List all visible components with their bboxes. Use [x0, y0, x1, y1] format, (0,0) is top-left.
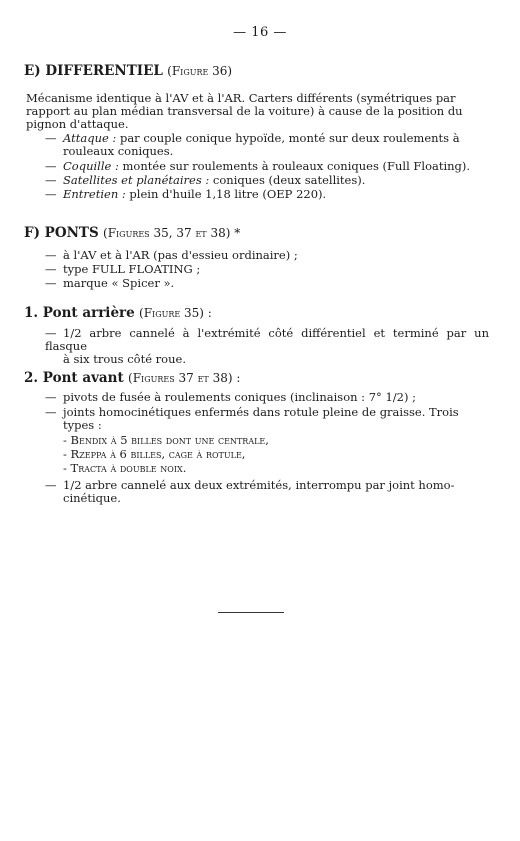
list-item [45, 277, 489, 290]
list-item [45, 391, 489, 404]
heading-differentiel [24, 63, 232, 79]
list-item [45, 263, 489, 276]
sub-item-rzeppa: - Rzeppa à 6 billes, cage à rotule, [63, 447, 246, 461]
dash: — [45, 478, 57, 492]
sub-item-bendix: - Bendix à 5 billes dont une centrale, [63, 433, 269, 447]
item-text: type FULL FLOATING ; [63, 262, 201, 276]
item-continuation: rouleaux coniques. [63, 144, 174, 158]
dash: — [45, 173, 57, 187]
item-text: joints homocinétiques enfermés dans rotule pleine de graisse. Trois [63, 405, 459, 419]
intro-paragraph [26, 92, 490, 131]
item-text: coniques (deux satellites). [209, 173, 366, 187]
heading-ponts [24, 225, 240, 241]
figure-reference: (Figures 37 et 38) : [128, 371, 241, 385]
heading-title: E) DIFFERENTIEL [24, 63, 163, 79]
item-text: 1/2 arbre cannelé aux deux extrémités, interrompu par joint homo- [63, 478, 455, 492]
dash: — [45, 262, 57, 276]
heading-title: 1. Pont arrière [24, 305, 135, 321]
figure-reference: (Figure 35) : [139, 306, 212, 320]
item-text: plein d'huile 1,18 litre (OEP 220). [125, 187, 327, 201]
list-item [45, 249, 489, 262]
heading-title: 2. Pont avant [24, 370, 124, 386]
page-number: — 16 — [233, 25, 287, 40]
item-term: Attaque : [63, 131, 117, 145]
dash: — [45, 390, 57, 404]
item-term: Coquille : [63, 159, 119, 173]
heading-pont-avant [24, 370, 240, 386]
item-text: marque « Spicer ». [63, 276, 175, 290]
sub-item-tracta: - Tracta à double noix. [63, 461, 187, 475]
dash: — [45, 326, 57, 340]
list-item-coquille [45, 160, 489, 173]
item-text: à l'AV et à l'AR (pas d'essieu ordinaire) ; [63, 248, 298, 262]
item-continuation: types : [63, 418, 102, 432]
item-term: Satellites et planétaires : [63, 173, 210, 187]
list-item [45, 406, 489, 432]
intro-line: Mécanisme identique à l'AV et à l'AR. Carters différents (symétriques par [26, 91, 456, 105]
item-text: pivots de fusée à roulements coniques (inclinaison : 7° 1/2) ; [63, 390, 416, 404]
horizontal-rule [218, 612, 284, 613]
item-text: par couple conique hypoïde, monté sur deux roulements à [116, 131, 460, 145]
list-item-satellites [45, 174, 489, 187]
intro-line: rapport au plan médian transversal de la voiture) à cause de la position du [26, 104, 463, 118]
heading-pont-arriere [24, 305, 212, 321]
dash: — [45, 187, 57, 201]
item-continuation: cinétique. [63, 491, 121, 505]
dash: — [45, 159, 57, 173]
item-text: montée sur roulements à rouleaux coniques (Full Floating). [118, 159, 471, 173]
item-text: 1/2 arbre cannelé à l'extrémité côté différentiel et terminé par un flasque [45, 326, 489, 353]
dash: — [45, 131, 57, 145]
item-continuation: à six trous côté roue. [63, 352, 186, 366]
intro-line: pignon d'attaque. [26, 117, 129, 131]
list-item-entretien [45, 188, 489, 201]
dash: — [45, 405, 57, 419]
list-item [45, 479, 489, 505]
figure-reference: (Figures 35, 37 et 38) * [103, 226, 241, 240]
item-term: Entretien : [63, 187, 126, 201]
dash: — [45, 248, 57, 262]
dash: — [45, 276, 57, 290]
figure-reference: (Figure 36) [167, 64, 233, 78]
list-item-attaque [45, 132, 489, 158]
list-item [45, 327, 489, 366]
heading-title: F) PONTS [24, 225, 99, 241]
